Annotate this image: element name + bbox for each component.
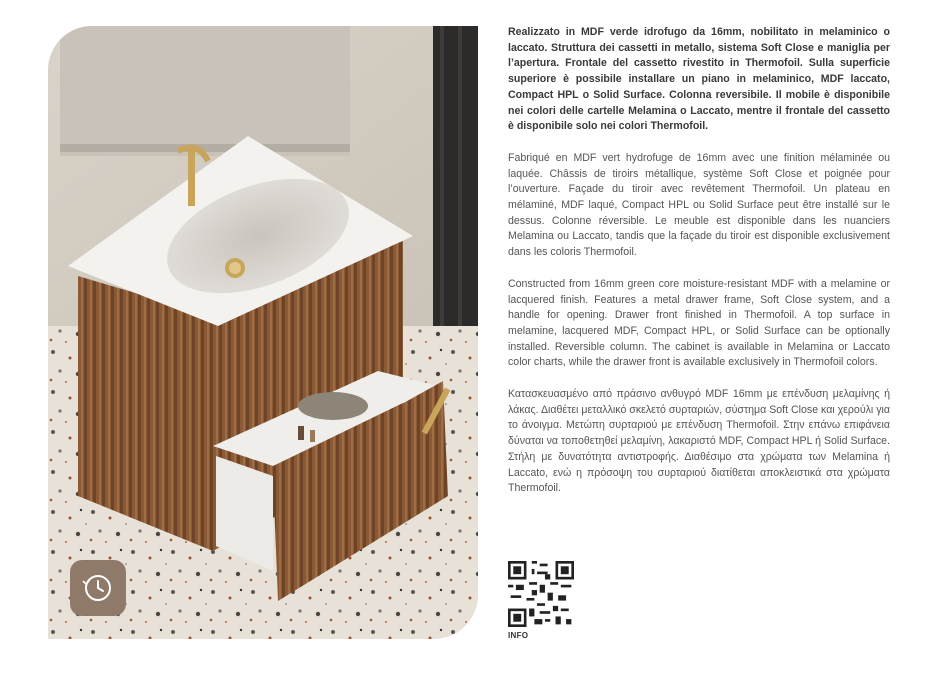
paragraph-greek: Κατασκευασμένο από πράσινο ανθυγρό MDF 16mm με επένδυση μελαμίνης ή λάκας. Διαθέτει μεταλλικό σκελετό συρταριών, σύστημα Soft Close και χερούλι για το άνοιγμα. Μετώπη συρταριού με επένδυση Thermofoil. Στην επάνω επιφάνεια δύναται να τοποθετηθεί μελαμίνη, λακαριστό MDF, Compact HPL ή Solid Surface. Στήλη με δυνατότητα αντιστροφής. Διαθέσιμο στα χρώματα των Melamina ή Laccato, ενώ η πρόσοψη του συρταριού διατίθεται αποκλειστικά στα χρώματα Thermofoil.	[508, 388, 890, 495]
paragraph-english: Constructed from 16mm green core moisture-resistant MDF with a melamine or lacquered finish. Features a metal drawer frame, Soft Close system, and a handle for opening. Drawer front finished in Thermofoil. A top surface in melamine, lacquered MDF, Compact HPL, or Solid Surface can be optionally installed. Reversible column. The cabinet is available in Melamina or Laccato color charts, while the drawer front is available exclusively in Thermofoil colors.	[508, 277, 890, 369]
clock-icon	[81, 571, 115, 605]
description-column	[508, 25, 890, 513]
paragraph-italian: Realizzato in MDF verde idrofugo da 16mm, nobilitato in melaminico o laccato. Struttura dei cassetti in metallo, sistema Soft Close e maniglia per l’apertura. Frontale del cassetto rivestito in Thermofoil. Sulla superficie superiore è possibile installare un piano in melaminico, MDF laccato, Compact HPL o Solid Surface. Colonna reversibile. Il mobile è disponibile nei colori delle cartelle Melamina o Laccato, mentre il frontale del cassetto è disponibile solo nei colori Thermofoil.	[508, 26, 890, 133]
clock-badge[interactable]	[70, 560, 126, 616]
product-photo	[48, 26, 478, 639]
qr-label: INFO	[508, 631, 529, 640]
qr-code[interactable]	[508, 561, 574, 627]
paragraph-french: Fabriqué en MDF vert hydrofuge de 16mm avec une finition mélaminée ou laquée. Châssis de tiroirs métallique, système Soft Close et poignée pour l’ouverture. Façade du tiroir avec revêtement Thermofoil. Un plateau en mélaminé, MDF laqué, Compact HPL ou Solid Surface peut être installé sur le dessus. Colonne réversible. Le meuble est disponible dans les nuanciers Melamina ou Laccato, tandis que la façade du tiroir est disponible exclusivement dans les coloris Thermofoil.	[508, 151, 890, 259]
